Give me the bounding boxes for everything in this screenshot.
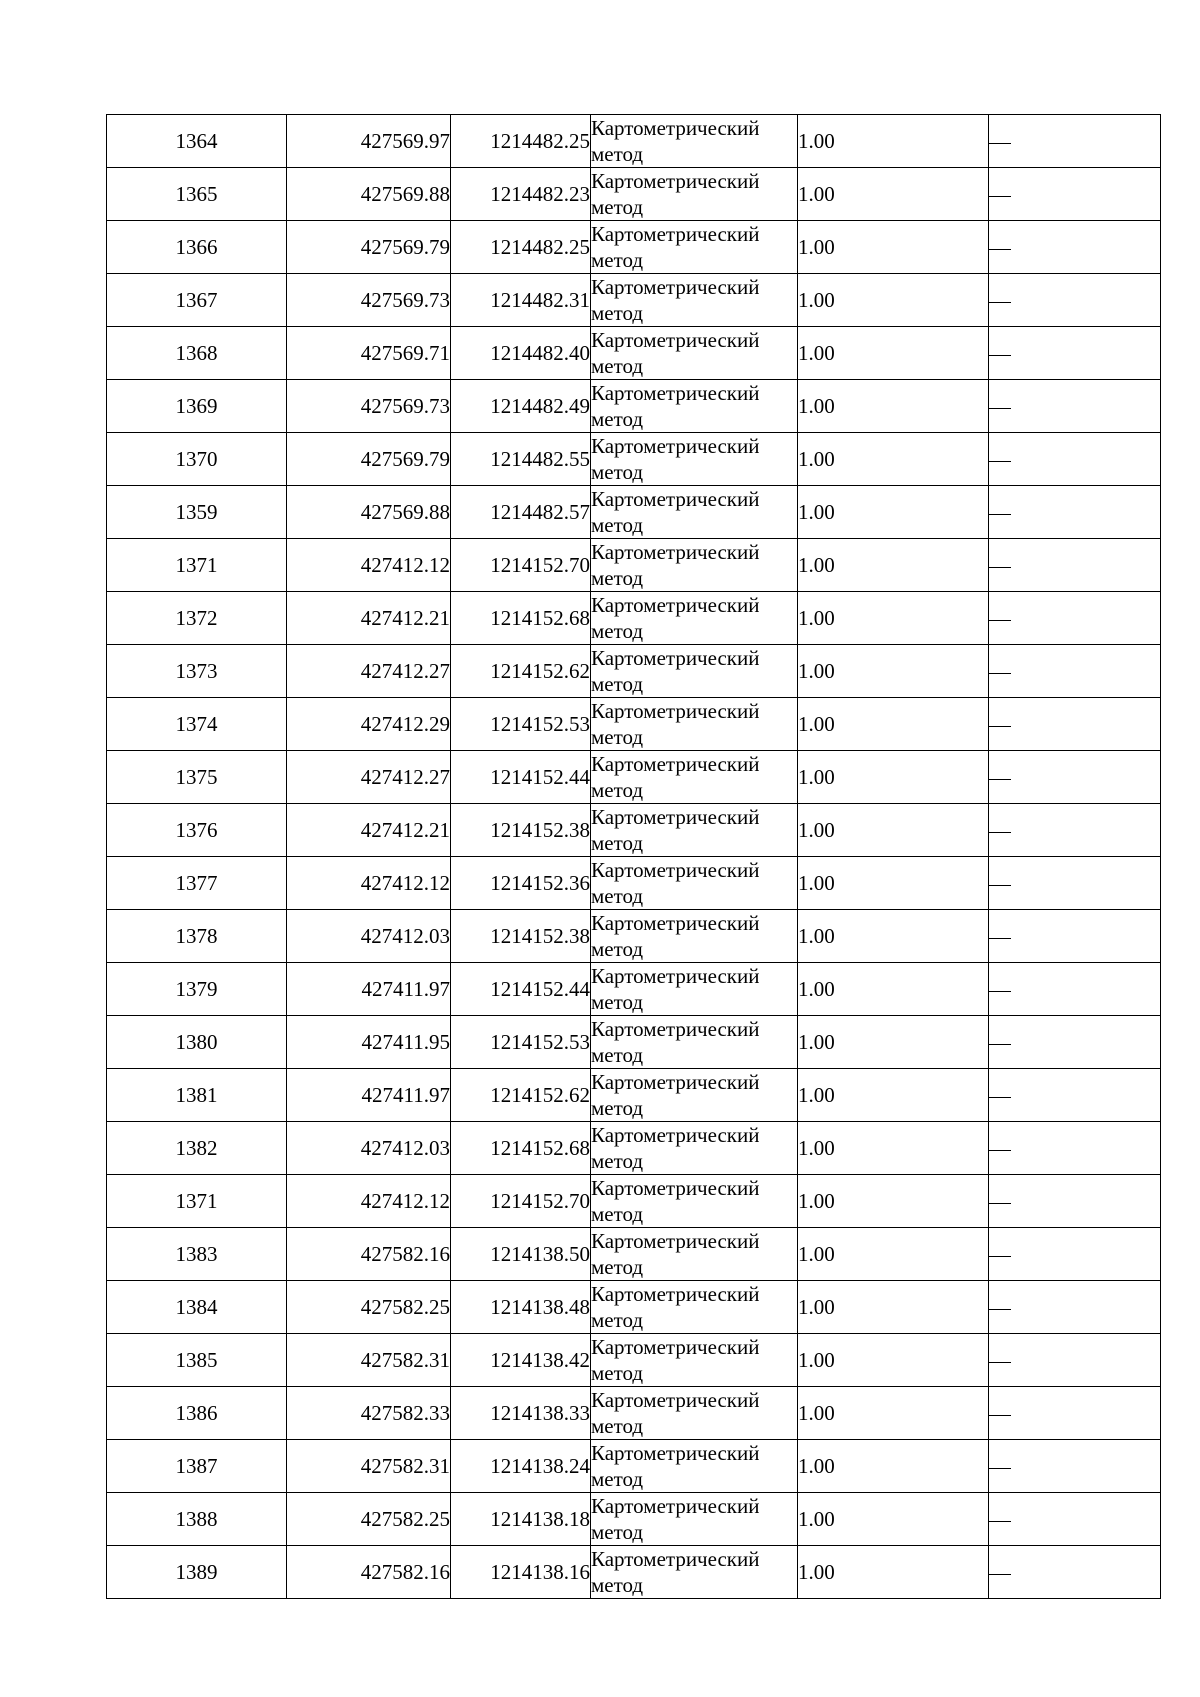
empty-dash-icon	[989, 249, 1011, 250]
x-coordinate-cell: 427569.97	[287, 115, 451, 168]
y-coordinate-cell: 1214482.49	[451, 380, 591, 433]
accuracy-cell: 1.00	[798, 1334, 989, 1387]
description-cell	[989, 751, 1161, 804]
method-cell	[591, 1122, 798, 1175]
table-row	[107, 1493, 1161, 1546]
table-row	[107, 433, 1161, 486]
method-cell	[591, 274, 798, 327]
table-row	[107, 1334, 1161, 1387]
description-cell	[989, 1546, 1161, 1599]
point-number-cell: 1377	[107, 857, 287, 910]
table-row	[107, 804, 1161, 857]
empty-dash-icon	[989, 1203, 1011, 1204]
empty-dash-icon	[989, 143, 1011, 144]
table-row	[107, 539, 1161, 592]
description-cell	[989, 380, 1161, 433]
table-row	[107, 751, 1161, 804]
point-number-cell: 1389	[107, 1546, 287, 1599]
empty-dash-icon	[989, 1097, 1011, 1098]
method-cell	[591, 1016, 798, 1069]
description-cell	[989, 539, 1161, 592]
method-text: Картометрический метод	[591, 1441, 760, 1491]
y-coordinate-cell: 1214138.24	[451, 1440, 591, 1493]
x-coordinate-cell: 427582.16	[287, 1546, 451, 1599]
table-row	[107, 857, 1161, 910]
empty-dash-icon	[989, 514, 1011, 515]
description-cell	[989, 645, 1161, 698]
table-row	[107, 1440, 1161, 1493]
x-coordinate-cell: 427569.88	[287, 168, 451, 221]
y-coordinate-cell: 1214482.40	[451, 327, 591, 380]
description-cell	[989, 1228, 1161, 1281]
method-text: Картометрический метод	[591, 1547, 760, 1597]
point-number-cell: 1371	[107, 1175, 287, 1228]
method-text: Картометрический метод	[591, 222, 760, 272]
table-row	[107, 168, 1161, 221]
point-number-cell: 1379	[107, 963, 287, 1016]
table-row	[107, 1387, 1161, 1440]
method-cell	[591, 221, 798, 274]
accuracy-cell: 1.00	[798, 1493, 989, 1546]
method-cell	[591, 1493, 798, 1546]
x-coordinate-cell: 427412.27	[287, 645, 451, 698]
x-coordinate-cell: 427569.79	[287, 221, 451, 274]
description-cell	[989, 168, 1161, 221]
coordinates-table-body	[107, 115, 1161, 1599]
empty-dash-icon	[989, 938, 1011, 939]
accuracy-cell: 1.00	[798, 221, 989, 274]
method-cell	[591, 1334, 798, 1387]
point-number-cell: 1371	[107, 539, 287, 592]
y-coordinate-cell: 1214152.36	[451, 857, 591, 910]
method-cell	[591, 486, 798, 539]
method-text: Картометрический метод	[591, 593, 760, 643]
point-number-cell: 1365	[107, 168, 287, 221]
x-coordinate-cell: 427582.31	[287, 1440, 451, 1493]
x-coordinate-cell: 427412.12	[287, 857, 451, 910]
point-number-cell: 1368	[107, 327, 287, 380]
accuracy-cell: 1.00	[798, 433, 989, 486]
method-text: Картометрический метод	[591, 1123, 760, 1173]
description-cell	[989, 486, 1161, 539]
point-number-cell: 1380	[107, 1016, 287, 1069]
x-coordinate-cell: 427411.97	[287, 963, 451, 1016]
x-coordinate-cell: 427412.27	[287, 751, 451, 804]
point-number-cell: 1384	[107, 1281, 287, 1334]
empty-dash-icon	[989, 620, 1011, 621]
x-coordinate-cell: 427569.79	[287, 433, 451, 486]
y-coordinate-cell: 1214138.33	[451, 1387, 591, 1440]
accuracy-cell: 1.00	[798, 698, 989, 751]
description-cell	[989, 1493, 1161, 1546]
empty-dash-icon	[989, 1150, 1011, 1151]
table-row	[107, 698, 1161, 751]
accuracy-cell: 1.00	[798, 380, 989, 433]
method-cell	[591, 698, 798, 751]
y-coordinate-cell: 1214482.31	[451, 274, 591, 327]
accuracy-cell: 1.00	[798, 1387, 989, 1440]
method-cell	[591, 592, 798, 645]
point-number-cell: 1388	[107, 1493, 287, 1546]
table-row	[107, 1175, 1161, 1228]
description-cell	[989, 1122, 1161, 1175]
table-row	[107, 221, 1161, 274]
method-cell	[591, 433, 798, 486]
y-coordinate-cell: 1214138.42	[451, 1334, 591, 1387]
point-number-cell: 1376	[107, 804, 287, 857]
method-cell	[591, 963, 798, 1016]
description-cell	[989, 327, 1161, 380]
table-row	[107, 115, 1161, 168]
accuracy-cell: 1.00	[798, 592, 989, 645]
method-cell	[591, 1440, 798, 1493]
description-cell	[989, 592, 1161, 645]
description-cell	[989, 963, 1161, 1016]
description-cell	[989, 804, 1161, 857]
method-text: Картометрический метод	[591, 434, 760, 484]
empty-dash-icon	[989, 567, 1011, 568]
y-coordinate-cell: 1214152.62	[451, 1069, 591, 1122]
point-number-cell: 1386	[107, 1387, 287, 1440]
method-cell	[591, 751, 798, 804]
method-text: Картометрический метод	[591, 1017, 760, 1067]
method-text: Картометрический метод	[591, 540, 760, 590]
point-number-cell: 1364	[107, 115, 287, 168]
point-number-cell: 1370	[107, 433, 287, 486]
description-cell	[989, 1069, 1161, 1122]
empty-dash-icon	[989, 1362, 1011, 1363]
accuracy-cell: 1.00	[798, 1069, 989, 1122]
table-row	[107, 910, 1161, 963]
accuracy-cell: 1.00	[798, 1281, 989, 1334]
empty-dash-icon	[989, 1256, 1011, 1257]
description-cell	[989, 910, 1161, 963]
x-coordinate-cell: 427411.97	[287, 1069, 451, 1122]
empty-dash-icon	[989, 408, 1011, 409]
description-cell	[989, 1440, 1161, 1493]
x-coordinate-cell: 427569.71	[287, 327, 451, 380]
accuracy-cell: 1.00	[798, 963, 989, 1016]
table-row	[107, 1016, 1161, 1069]
empty-dash-icon	[989, 461, 1011, 462]
description-cell	[989, 1387, 1161, 1440]
y-coordinate-cell: 1214152.44	[451, 751, 591, 804]
y-coordinate-cell: 1214152.53	[451, 698, 591, 751]
table-row	[107, 963, 1161, 1016]
description-cell	[989, 1334, 1161, 1387]
empty-dash-icon	[989, 726, 1011, 727]
accuracy-cell: 1.00	[798, 1440, 989, 1493]
empty-dash-icon	[989, 832, 1011, 833]
empty-dash-icon	[989, 1574, 1011, 1575]
y-coordinate-cell: 1214152.68	[451, 1122, 591, 1175]
x-coordinate-cell: 427412.03	[287, 1122, 451, 1175]
method-text: Картометрический метод	[591, 381, 760, 431]
description-cell	[989, 433, 1161, 486]
table-row	[107, 327, 1161, 380]
table-row	[107, 486, 1161, 539]
description-cell	[989, 221, 1161, 274]
method-text: Картометрический метод	[591, 169, 760, 219]
x-coordinate-cell: 427582.31	[287, 1334, 451, 1387]
y-coordinate-cell: 1214152.70	[451, 1175, 591, 1228]
method-text: Картометрический метод	[591, 911, 760, 961]
empty-dash-icon	[989, 1468, 1011, 1469]
table-row	[107, 645, 1161, 698]
point-number-cell: 1385	[107, 1334, 287, 1387]
x-coordinate-cell: 427412.03	[287, 910, 451, 963]
method-cell	[591, 1281, 798, 1334]
y-coordinate-cell: 1214482.55	[451, 433, 591, 486]
x-coordinate-cell: 427412.12	[287, 539, 451, 592]
description-cell	[989, 1281, 1161, 1334]
accuracy-cell: 1.00	[798, 327, 989, 380]
empty-dash-icon	[989, 355, 1011, 356]
x-coordinate-cell: 427412.12	[287, 1175, 451, 1228]
x-coordinate-cell: 427582.25	[287, 1281, 451, 1334]
accuracy-cell: 1.00	[798, 751, 989, 804]
table-row	[107, 1069, 1161, 1122]
y-coordinate-cell: 1214152.38	[451, 804, 591, 857]
method-cell	[591, 539, 798, 592]
coordinates-table	[106, 114, 1161, 1599]
point-number-cell: 1374	[107, 698, 287, 751]
empty-dash-icon	[989, 1044, 1011, 1045]
point-number-cell: 1375	[107, 751, 287, 804]
method-cell	[591, 910, 798, 963]
accuracy-cell: 1.00	[798, 1175, 989, 1228]
accuracy-cell: 1.00	[798, 804, 989, 857]
description-cell	[989, 1175, 1161, 1228]
y-coordinate-cell: 1214152.53	[451, 1016, 591, 1069]
accuracy-cell: 1.00	[798, 539, 989, 592]
x-coordinate-cell: 427582.25	[287, 1493, 451, 1546]
point-number-cell: 1382	[107, 1122, 287, 1175]
y-coordinate-cell: 1214152.62	[451, 645, 591, 698]
y-coordinate-cell: 1214152.68	[451, 592, 591, 645]
method-cell	[591, 804, 798, 857]
x-coordinate-cell: 427411.95	[287, 1016, 451, 1069]
method-cell	[591, 115, 798, 168]
table-row	[107, 380, 1161, 433]
x-coordinate-cell: 427582.33	[287, 1387, 451, 1440]
accuracy-cell: 1.00	[798, 1546, 989, 1599]
point-number-cell: 1367	[107, 274, 287, 327]
table-row	[107, 1281, 1161, 1334]
method-text: Картометрический метод	[591, 1494, 760, 1544]
y-coordinate-cell: 1214138.16	[451, 1546, 591, 1599]
y-coordinate-cell: 1214152.38	[451, 910, 591, 963]
y-coordinate-cell: 1214482.25	[451, 221, 591, 274]
method-text: Картометрический метод	[591, 1388, 760, 1438]
empty-dash-icon	[989, 302, 1011, 303]
table-row	[107, 592, 1161, 645]
empty-dash-icon	[989, 885, 1011, 886]
y-coordinate-cell: 1214482.57	[451, 486, 591, 539]
description-cell	[989, 115, 1161, 168]
point-number-cell: 1366	[107, 221, 287, 274]
x-coordinate-cell: 427569.88	[287, 486, 451, 539]
empty-dash-icon	[989, 1521, 1011, 1522]
method-text: Картометрический метод	[591, 1176, 760, 1226]
table-row	[107, 274, 1161, 327]
method-cell	[591, 645, 798, 698]
x-coordinate-cell: 427412.29	[287, 698, 451, 751]
method-cell	[591, 380, 798, 433]
y-coordinate-cell: 1214482.25	[451, 115, 591, 168]
method-cell	[591, 168, 798, 221]
y-coordinate-cell: 1214138.18	[451, 1493, 591, 1546]
x-coordinate-cell: 427582.16	[287, 1228, 451, 1281]
accuracy-cell: 1.00	[798, 486, 989, 539]
accuracy-cell: 1.00	[798, 1122, 989, 1175]
point-number-cell: 1387	[107, 1440, 287, 1493]
y-coordinate-cell: 1214138.50	[451, 1228, 591, 1281]
x-coordinate-cell: 427412.21	[287, 592, 451, 645]
method-cell	[591, 1069, 798, 1122]
x-coordinate-cell: 427412.21	[287, 804, 451, 857]
method-cell	[591, 1387, 798, 1440]
empty-dash-icon	[989, 196, 1011, 197]
empty-dash-icon	[989, 1309, 1011, 1310]
point-number-cell: 1359	[107, 486, 287, 539]
method-text: Картометрический метод	[591, 1282, 760, 1332]
description-cell	[989, 698, 1161, 751]
method-text: Картометрический метод	[591, 1335, 760, 1385]
y-coordinate-cell: 1214152.44	[451, 963, 591, 1016]
point-number-cell: 1373	[107, 645, 287, 698]
y-coordinate-cell: 1214482.23	[451, 168, 591, 221]
method-cell	[591, 1175, 798, 1228]
method-text: Картометрический метод	[591, 964, 760, 1014]
accuracy-cell: 1.00	[798, 857, 989, 910]
accuracy-cell: 1.00	[798, 1228, 989, 1281]
accuracy-cell: 1.00	[798, 910, 989, 963]
method-cell	[591, 327, 798, 380]
method-cell	[591, 1546, 798, 1599]
point-number-cell: 1381	[107, 1069, 287, 1122]
accuracy-cell: 1.00	[798, 1016, 989, 1069]
method-text: Картометрический метод	[591, 646, 760, 696]
table-row	[107, 1122, 1161, 1175]
table-row	[107, 1228, 1161, 1281]
method-text: Картометрический метод	[591, 1070, 760, 1120]
y-coordinate-cell: 1214138.48	[451, 1281, 591, 1334]
accuracy-cell: 1.00	[798, 274, 989, 327]
method-text: Картометрический метод	[591, 275, 760, 325]
method-text: Картометрический метод	[591, 1229, 760, 1279]
description-cell	[989, 857, 1161, 910]
accuracy-cell: 1.00	[798, 168, 989, 221]
method-cell	[591, 1228, 798, 1281]
method-cell	[591, 857, 798, 910]
point-number-cell: 1369	[107, 380, 287, 433]
accuracy-cell: 1.00	[798, 115, 989, 168]
x-coordinate-cell: 427569.73	[287, 380, 451, 433]
empty-dash-icon	[989, 779, 1011, 780]
method-text: Картометрический метод	[591, 328, 760, 378]
method-text: Картометрический метод	[591, 805, 760, 855]
method-text: Картометрический метод	[591, 487, 760, 537]
accuracy-cell: 1.00	[798, 645, 989, 698]
empty-dash-icon	[989, 1415, 1011, 1416]
method-text: Картометрический метод	[591, 858, 760, 908]
description-cell	[989, 1016, 1161, 1069]
y-coordinate-cell: 1214152.70	[451, 539, 591, 592]
point-number-cell: 1372	[107, 592, 287, 645]
description-cell	[989, 274, 1161, 327]
table-row	[107, 1546, 1161, 1599]
empty-dash-icon	[989, 991, 1011, 992]
point-number-cell: 1378	[107, 910, 287, 963]
point-number-cell: 1383	[107, 1228, 287, 1281]
method-text: Картометрический метод	[591, 752, 760, 802]
x-coordinate-cell: 427569.73	[287, 274, 451, 327]
method-text: Картометрический метод	[591, 699, 760, 749]
empty-dash-icon	[989, 673, 1011, 674]
method-text: Картометрический метод	[591, 116, 760, 166]
